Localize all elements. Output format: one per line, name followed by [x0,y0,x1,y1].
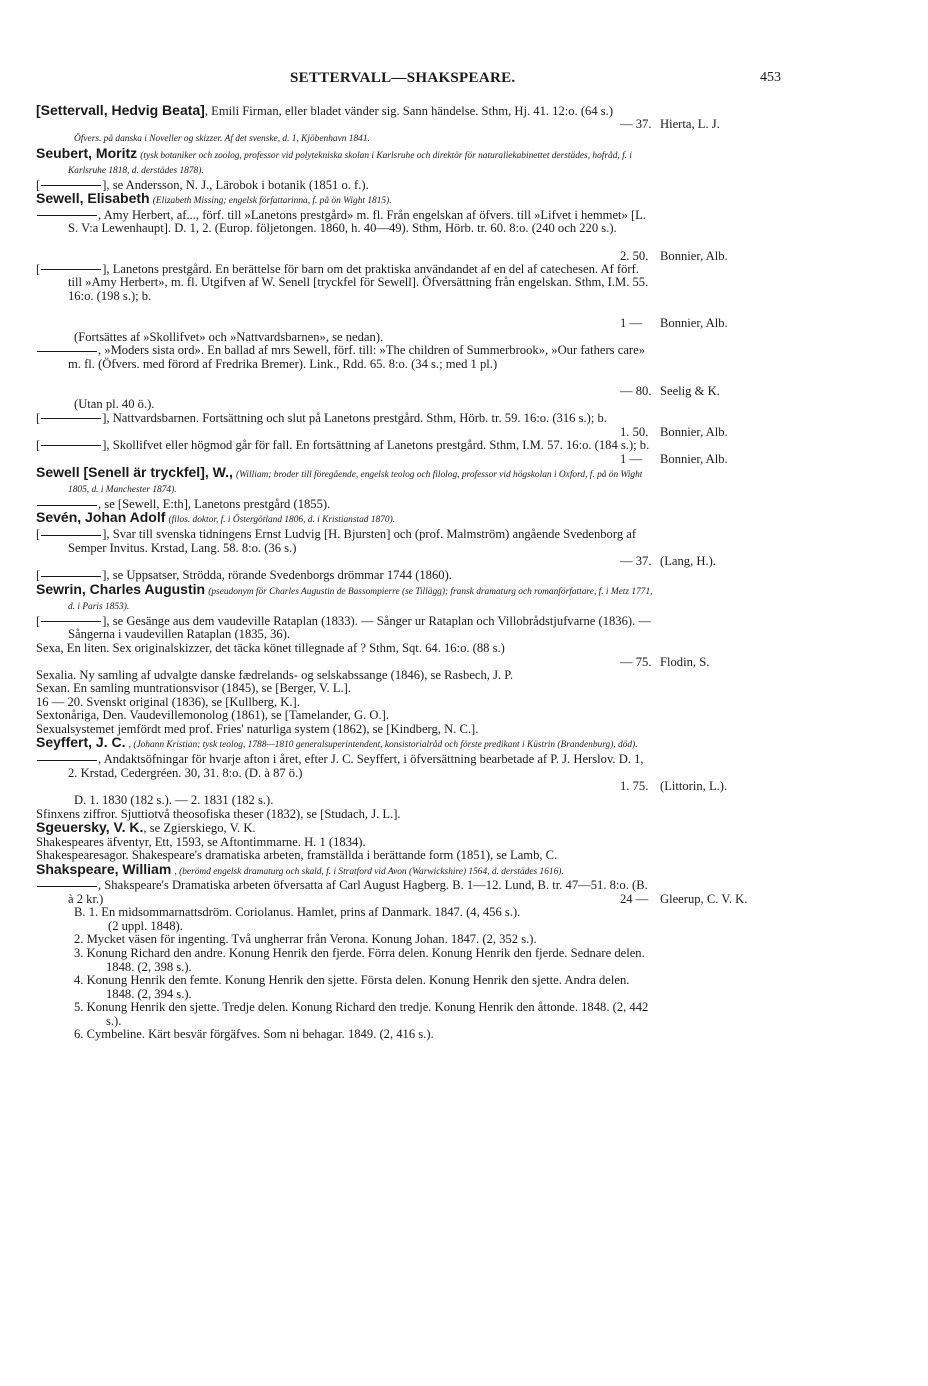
volume-item [36,906,656,920]
biography: (William; broder till föregående, engelsk teolog och filolog, professor vid högskolan i Oxford, f. på ön Wight 1805, d. i Manchester 1874). [68,469,643,496]
entry: [ ], Skollifvet eller högmod går för fall. En fortsättning af Lanetons prestgård. Sthm, I.M. 57. 16:o. (184 s.); b. 1 — Bonnier, Alb. [36,439,656,466]
entry-text: Sexualsystemet jemfördt med prof. Fries' naturliga system (1862), se [Kindberg, N. C.]. [36,721,479,736]
volume-item [36,933,656,947]
entry [36,192,656,209]
entry [36,709,656,723]
entry [36,878,748,907]
entry-text: , se Zgierskiego, V. K. [143,821,256,836]
headword: Seubert, Moritz [36,144,138,161]
entry-text: Sexalia. Ny samling af udvalgte danske fædrelands- og selskabssange (1846), se Rasbech, J. P. [36,667,514,682]
entry [36,821,656,836]
entry-text: Sexan. En samling muntrationsvisor (1845), se [Berger, V. L.]. [36,681,351,696]
entry-text: Sfinxens ziffror. Sjuttiotvå theosofiska theser (1832), se [Studach, J. L.]. [36,806,401,821]
price: 1 — [620,451,643,466]
volume-item [36,947,656,974]
dash-rule [41,418,101,419]
dash-rule [41,535,101,536]
entry-text: , se [Sewell, E:th], Lanetons prestgård (1855). [98,496,331,511]
entry [36,723,656,737]
volume-note [36,920,656,934]
biography: (filos. doktor, f. i Östergötland 1806, d. i Kristianstad 1870). [168,515,396,526]
price: 2. 50. [620,248,649,263]
publisher: Gleerup, C. V. K. [660,892,748,907]
entry [36,511,656,528]
running-title: SETTERVALL—SHAKSPEARE. [290,70,516,86]
publisher: (Littorin, L.). [660,779,728,794]
page-number: 453 [760,70,781,85]
entry-text: (2 uppl. 1848). [108,918,183,933]
price: — 37. [620,117,652,131]
entry-text: 6. Cymbeline. Kärt besvär förgäfves. Som ni behagar. 1849. (2, 416 s.). [74,1027,434,1042]
headword: Sgeuersky, V. K. [36,819,144,836]
dash-rule [41,269,101,270]
entry-text: ], Skollifvet eller högmod går för fall. En fortsättning af Lanetons prestgård. Sthm, I.M. 57. 16:o. (184 s.); b. [102,437,650,452]
entry: [ ], se Gesänge aus dem vaudeville Rataplan (1833). — Sånger ur Rataplan och Villobrådstjufvarne (1836). — Sångerna i vaudevillen Rataplan (1835, 36). [36,613,651,642]
entry-text: (Utan pl. 40 ö.). [74,397,155,412]
entry-text: B. 1. En midsommarnattsdröm. Coriolanus. Hamlet, prins af Danmark. 1847. (4, 456 s.). [74,905,521,920]
entry [36,682,656,696]
entry-text: , »Moders sista ord». En ballad af mrs Sewell, förf. till: »The children of Summerbrook», »Our fathers care» m. fl. (Öfvers. med förord af Fredrika Bremer). Link., Rdd. 65. 8:o. (34 s.; med 1 pl.) [68,343,645,371]
entry-text: , Shakspeare's Dramatiska arbeten öfversatta af Carl August Hagberg. B. 1—12. Lund, B. tr. 47—51. 8:o. (B. à 2 kr.) [68,878,648,906]
entry [36,696,656,710]
headword: Shakspeare, William [36,860,172,877]
entry-text: Sextonåriga, Den. Vaudevillemonolog (1861), se [Tamelander, G. O.]. [36,708,390,723]
price: 1. 50. [620,424,649,439]
dash-rule [37,886,97,887]
dash-rule [41,576,101,577]
entry-text: , Andaktsöfningar för hvarje afton i året, efter J. C. Seyffert, i öfversättning bearbetade af P. J. Herslov. D. 1, 2. Krstad, Cedergréen. 30, 31. 8:o. (D. à 87 ö.) [68,752,644,780]
entry: [ ], Nattvardsbarnen. Fortsättning och slut på Lanetons prestgård. Sthm, Hörb. tr. 59. 16:o. (316 s.); b. 1. 50. Bonnier, Alb. [36,412,656,439]
headword: Sewrin, Charles Augustin [36,580,206,597]
headword: Seyffert, J. C. [36,734,126,751]
entry [36,343,720,399]
entry-text: 4. Konung Henrik den femte. Konung Henrik den sjette. Första delen. Konung Henrik den sjette. Andra delen. 1848. (2, 394 s.). [74,973,630,1001]
entry [36,144,656,179]
entry-text: 3. Konung Richard den andre. Konung Henrik den fjerde. Förra delen. Konung Henrik den fjerde. Sednare delen. 1848. (2, 398 s.). [74,945,645,974]
publisher: Bonnier, Alb. [660,424,728,439]
entry [36,669,656,683]
price: — 37. [620,554,652,569]
entry-text: Sexa, En liten. Sex originalskizzer, det täcka könet tillegnade af ? Sthm, Sqt. 64. 16:o. (88 s.) [36,640,505,655]
entry [36,736,656,753]
entry-note [36,398,656,412]
catalog-entries [36,102,748,1042]
price: 1 — [620,315,643,330]
entry-text: Shakespeares äfventyr, Ett, 1593, se Aftontimmarne. H. 1 (1834). [36,834,366,849]
entry-text: 16 — 20. Svenskt original (1836), se [Kullberg, K.]. [36,694,300,709]
headword: Sewell, Elisabeth [36,190,150,207]
publisher: (Lang, H.). [660,554,716,569]
publisher: Hierta, L. J. [660,117,720,131]
entry-note [36,331,656,345]
entry: [ ], Svar till svenska tidningens Ernst Ludvig [H. Bjursten] och (prof. Malmström) angående Svedenborg af Semper Invitus. Krstad, Lang. 58. 8:o. (36 s.) — 37. (Lang, H.). [36,528,656,569]
dash-rule [41,621,101,622]
dash-rule [41,445,101,446]
entry: [ ], Lanetons prestgård. En berättelse för barn om det praktiska användandet af en del af catechesen. Af förf. till »Amy Herbert», m. fl. Utgifven af W. Senell [tryckfel för Sewell]. Öfversättning från engelskan. Sthm, I.M. 55. 16:o. (198 s.); b. 1 — Bonnier, Alb. [36,263,656,331]
publisher: Seelig & K. [660,384,720,399]
headword: [Settervall, Hedvig Beata] [36,102,205,118]
entry-text: ], se Uppsatser, Strödda, rörande Svedenborgs drömmar 1744 (1860). [102,568,452,583]
entry: [ ], se Andersson, N. J., Lärobok i botanik (1851 o. f.). [36,177,369,192]
entry [36,640,710,669]
entry-note [36,794,656,808]
entry [36,860,656,880]
volume-item [36,1001,656,1028]
price: 1. 75. [620,779,649,794]
entry-text: Öfvers. på danska i Noveller og skizzer. Af det svenske, d. 1, Kjöbenhavn 1841. [74,134,370,144]
publisher: Bonnier, Alb. [660,451,728,466]
price: — 80. [620,384,652,399]
biography: , (Johann Kristian; tysk teolog, 1788—1810 generalsuperintendent, konsistorialråd och förste predikant i Küstrin (Brandenburg), död). [128,740,638,751]
dash-rule [37,215,97,216]
biography: (tysk botaniker och zoolog, professor vid polytekniska skolan i Karlsruhe och direktör för naturaliekabinettet derstädes, hofråd, f. i Karlsruhe 1818, d. derstädes 1878). [68,150,632,177]
entry-text: ], Lanetons prestgård. En berättelse för barn om det praktiska användandet af en del af catechesen. Af förf. till »Amy Herbert», m. fl. Utgifven af W. Senell [tryckfel för Sewell]. Öfversättning från engelskan. Sthm, I.M. 55. 16:o. (198 s.); b. [68,261,649,303]
publisher: Bonnier, Alb. [660,315,728,330]
entry [36,580,656,615]
biography: (pseudonym för Charles Augustin de Bassompierre (se Tillägg); fransk dramaturg och romanförfattare, f. i Metz 1771, d. i Paris 1853). [68,586,653,613]
entry-text: Shakespearesagor. Shakespeare's dramatiska arbeten, framställda i berättande form (1851), se Lamb, C. [36,848,558,863]
running-header [0,70,928,92]
biography: , (berömd engelsk dramaturg och skald, f. i Stratford vid Avon (Warwickshire) 1564, d. derstädes 1616). [174,866,564,877]
entry [36,102,720,131]
entry-text: ], se Andersson, N. J., Lärobok i botanik (1851 o. f.). [102,177,369,192]
publisher: Bonnier, Alb. [660,248,728,263]
entry: [ ], se Uppsatser, Strödda, rörande Svedenborgs drömmar 1744 (1860). [36,568,452,583]
entry-text: D. 1. 1830 (182 s.). — 2. 1831 (182 s.). [74,793,274,808]
entry-text: ], Nattvardsbarnen. Fortsättning och slut på Lanetons prestgård. Sthm, Hörb. tr. 59. 16:o. (316 s.); b. [102,410,607,425]
volume-item [36,974,656,1001]
entry [36,752,728,794]
publisher: Flodin, S. [660,654,710,669]
dash-rule [37,760,97,761]
biography: (Elizabeth Missing; engelsk författarinna, f. på ön Wight 1815). [152,196,392,207]
entry-text: (Fortsättes af »Skollifvet» och »Nattvardsbarnen», se nedan). [74,329,384,344]
entry [36,207,728,263]
entry-text: 5. Konung Henrik den sjette. Tredje delen. Konung Richard den tredje. Konung Henrik den åttonde. 1848. (2, 442 s.). [74,1000,649,1028]
entry-text: ], Svar till svenska tidningens Ernst Ludvig [H. Bjursten] och (prof. Malmström) angående Svedenborg af Semper Invitus. Krstad, Lang. 58. 8:o. (36 s.) [68,527,637,555]
entry-text: är tryckfel], W., [129,463,233,480]
entry-text: ], se Gesänge aus dem vaudeville Rataplan (1833). — Sånger ur Rataplan och Villobrådstjufvarne (1836). — Sångerna i vaudevillen Rataplan (1835, 36). [68,613,651,642]
dash-rule [37,505,97,506]
dash-rule [37,351,97,352]
dash-rule [41,185,101,186]
entry [36,836,656,850]
volume-item [36,1028,656,1042]
entry [36,463,656,498]
headword: Sevén, Johan Adolf [36,509,166,526]
headword: Sewell [Senell [36,463,130,480]
price: 24 — [620,892,649,907]
entry-text: 2. Mycket väsen för ingenting. Två ungherrar från Verona. Konung Johan. 1847. (2, 352 s.). [74,932,537,947]
entry-text: , Emili Firman, eller bladet vänder sig. Sann händelse. Sthm, Hj. 41. 12:o. (64 s.) [204,104,614,118]
price: — 75. [620,654,652,669]
entry-text: , Amy Herbert, af..., förf. till »Lanetons prestgård» m. fl. Från engelskan af öfvers. till »Lifvet i hemmet» [L. S. V:a Lewenhaupt]. D. 1, 2. (Europ. följetongen. 1860, h. 40—49). Sthm, Hörb. tr. 60. 8:o. (240 och 220 s.). [68,207,647,236]
